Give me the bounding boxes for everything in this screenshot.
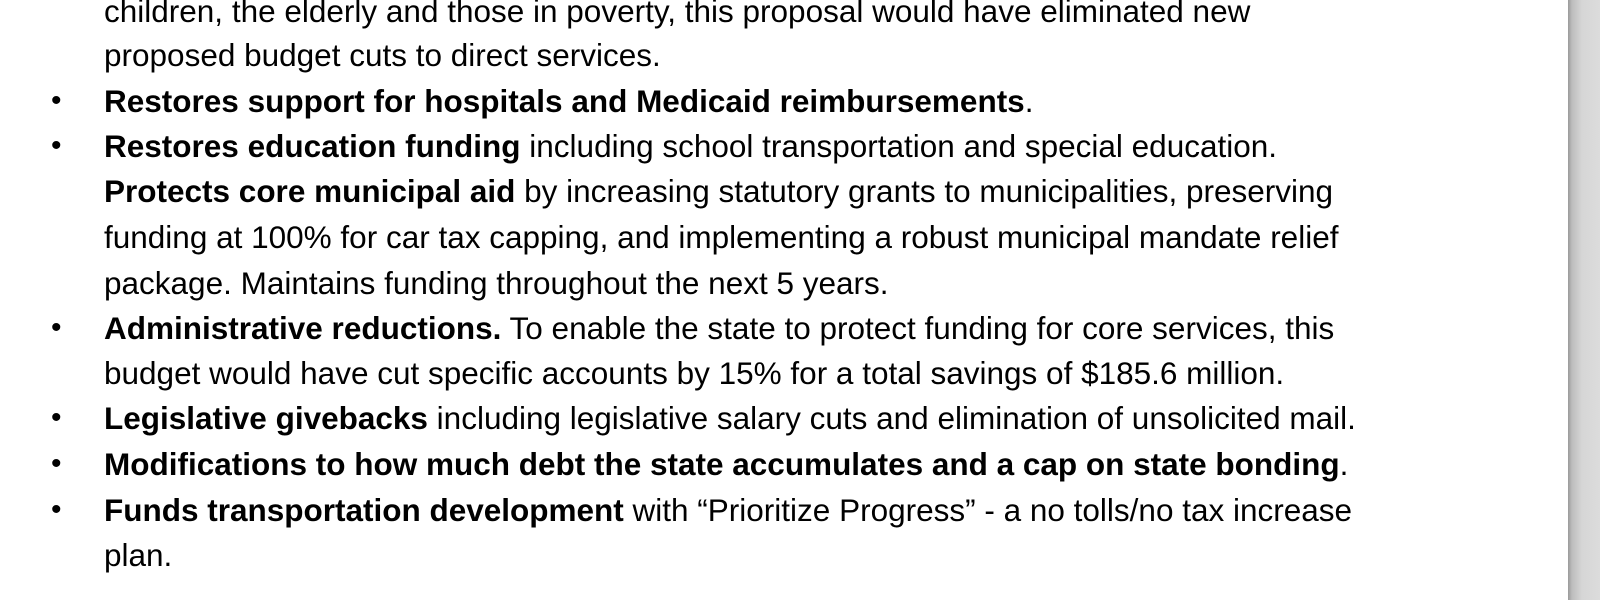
bold-lead: Administrative reductions.: [104, 310, 502, 346]
bullet-marker: •: [51, 447, 62, 480]
text-rest: including legislative salary cuts and elimination of unsolicited mail.: [427, 400, 1356, 436]
bullet-marker: •: [51, 84, 62, 117]
bold-lead: Restores education funding: [104, 128, 521, 164]
text-line: [104, 0, 1250, 34]
bullet-item-debt: [104, 441, 1348, 487]
text-rest: .: [1024, 83, 1034, 119]
bullet-marker: •: [51, 401, 62, 434]
text-line: [104, 32, 661, 78]
text-rest: To enable the state to protect funding for core services, this: [501, 310, 1335, 346]
bullet-item-transportation: [104, 487, 1352, 533]
text-line-content: proposed budget cuts to direct services.: [104, 37, 661, 73]
text-rest: with “Prioritize Progress” - a no tolls/no tax increase: [623, 492, 1353, 528]
text-rest: .: [1339, 446, 1349, 482]
bold-lead: Funds transportation development: [104, 492, 624, 528]
text-line: [104, 350, 1284, 396]
text-line-content: package. Maintains funding throughout the next 5 years.: [104, 265, 889, 301]
bold-lead: Protects core municipal aid: [104, 173, 516, 209]
text-line-content: budget would have cut specific accounts by 15% for a total savings of $185.6 million.: [104, 355, 1285, 391]
text-line: [104, 214, 1338, 260]
bullet-marker: •: [51, 311, 62, 344]
text-rest: by increasing statutory grants to municipalities, preserving: [515, 173, 1334, 209]
text-line-content: children, the elderly and those in poverty, this proposal would have eliminated new: [104, 0, 1251, 29]
bullet-marker: •: [51, 129, 62, 162]
text-rest: including school transportation and special education.: [520, 128, 1278, 164]
text-line: [104, 532, 172, 578]
bold-lead: Restores support for hospitals and Medicaid reimbursements: [104, 83, 1025, 119]
bold-lead: Modifications to how much debt the state accumulates and a cap on state bonding: [104, 446, 1340, 482]
text-line-content: funding at 100% for car tax capping, and implementing a robust municipal mandate relief: [104, 219, 1339, 255]
bullet-item-legislative: [104, 395, 1356, 441]
text-line: [104, 260, 889, 306]
text-line-municipal-aid: [104, 168, 1333, 214]
bullet-item-education: [104, 123, 1277, 169]
page-edge-shadow: [1568, 0, 1600, 600]
bold-lead: Legislative givebacks: [104, 400, 428, 436]
text-line-content: plan.: [104, 537, 173, 573]
bullet-item-hospitals: [104, 78, 1033, 124]
bullet-marker: •: [51, 493, 62, 526]
bullet-item-administrative: [104, 305, 1334, 351]
